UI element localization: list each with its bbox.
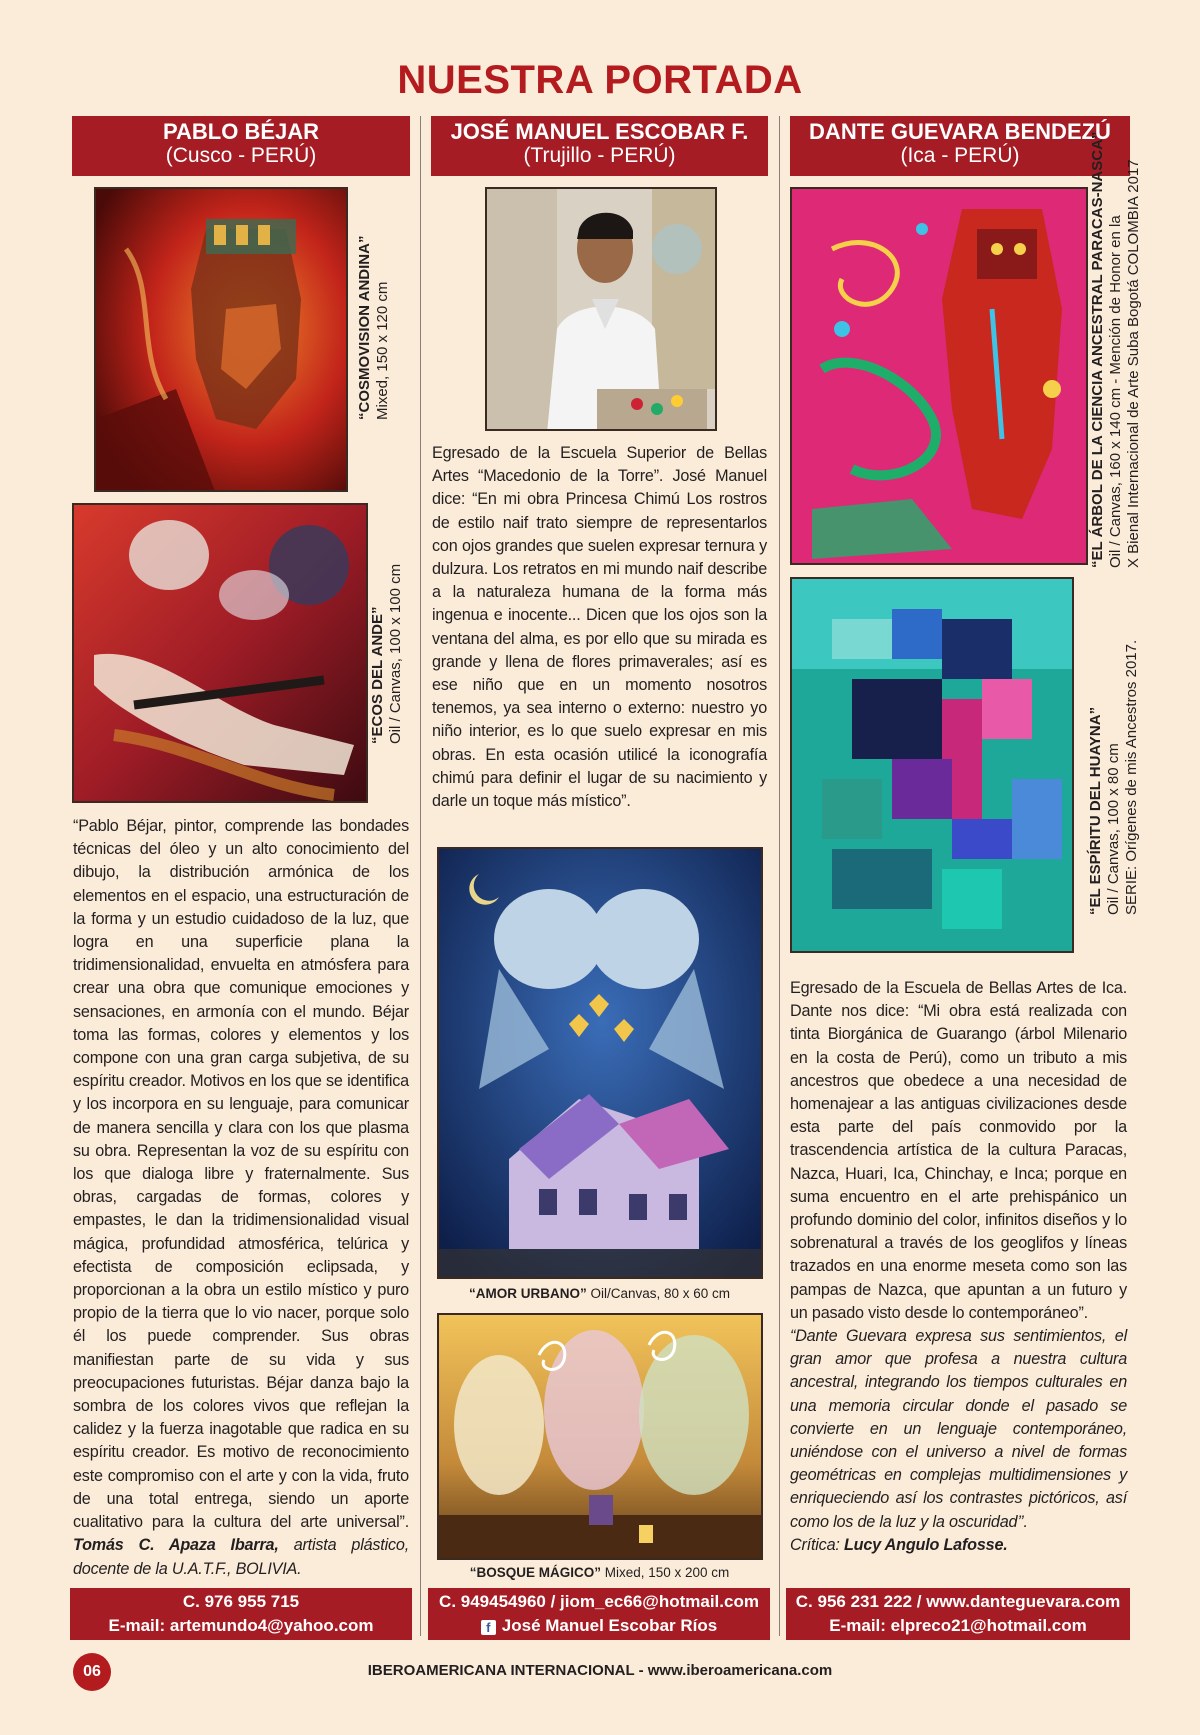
article-text-escobar: Egresado de la Escuela Superior de Bellas Artes “Macedonio de la Torre”. José Manuel dice: “En mi obra Princesa Chimú Los rostros de estilo naif trato siempre de representarlos con ojos grandes que suelen expresar ternura y dulzura. Los retratos en mi mundo naif describe a la naturaleza humana de la forma más ingenua e inocente... Dicen que los ojos son la ventana del alma, es por ello que su mirada es grande y llena de flores primaverales; así es ese niño que en un momento nosotros tenemos, ya sea interno o externo: nuestro yo niño interior, es lo que suelo expresar en mis obras. En esta ocasión utilicé la iconografía chimú para definir el lugar de su nacimiento y darle un toque más místico”. [432, 444, 767, 811]
artist-photo-escobar [485, 187, 717, 431]
painting-arbol-ciencia [790, 187, 1088, 565]
artist-column-escobar [431, 116, 768, 176]
artist-banner [431, 116, 768, 176]
artist-origin: (Trujillo - PERÚ) [523, 144, 676, 168]
artist-origin: (Ica - PERÚ) [900, 144, 1020, 168]
contact-banner-escobar [428, 1588, 770, 1640]
painting-espiritu-huayna [790, 577, 1074, 953]
facebook-icon: f [481, 1620, 496, 1635]
artist-name: PABLO BÉJAR [162, 119, 320, 144]
email-link[interactable]: E-mail: artemundo4@yahoo.com [108, 1616, 374, 1635]
article-text-bejar: “Pablo Béjar, pintor, comprende las bondades técnicas del óleo y un alto conocimiento del dibujo, la distribución armónica de los elementos en el espacio, una estructuración de la forma y un estudio cuidadoso de la luz, que logra en una superficie plana la tridimensionalidad, envuelta en atmósfera para crear una obra que comunique emociones y sensaciones, en armonía con el mundo. Béjar toma las formas, colores y elementos y los compone con una gran carga subjetiva, de su espíritu creador. Motivos en los que se identifica y los incorpora en su lenguaje, para comunicar de manera sencilla y clara con los que plasma su obra. Representan la voz de su espíritu con los que dialoga libre y fraternalmente. Sus obras, cargadas de formas, colores y empastes, le dan la tridimensionalidad visual mágica, profundidad atmosférica, telúrica y efectista de composición eclipsada, y proporcionan a la obra un estilo místico y puro propio de la tierra que lo vio nacer, porque solo él los puede comprender. Sus obras manifiestan parte de su vida y sus preocupaciones futuristas. Béjar danza bajo la sombra de los colores vivos que reflejan la calidez y la fuerza inagotable que radica en su espíritu creador. Es motivo de reconocimiento este compromiso con el arte y con la vida, fruto de una total entrega, siendo un aporte cualitativo para la cultura del arte universal”. Tomás C. Apaza Ibarra, artista plástico, docente de la U.A.T.F., BOLIVIA. [73, 817, 409, 1578]
artist-banner [790, 116, 1130, 176]
artist-name: DANTE GUEVARA BENDEZÚ [809, 119, 1111, 144]
artist-name: JOSÉ MANUEL ESCOBAR F. [450, 119, 749, 144]
phone-email[interactable]: C. 949454960 / jiom_ec66@hotmail.com [439, 1592, 759, 1611]
footer-text: IBEROAMERICANA INTERNACIONAL - www.iberoamericana.com [367, 1662, 833, 1679]
artwork-label-ecos: “ECOS DEL ANDE” Oil / Canvas, 100 x 100 cm [369, 563, 404, 744]
page-number: 06 [73, 1653, 111, 1691]
artwork-label-huayna: “EL ESPÍRITU DEL HUAYNA” Oil / Canvas, 100 x 80 cm SERIE: Orígenes de mis Ancestros 2017. [1087, 639, 1140, 915]
artwork-caption-amor-urbano: “AMOR URBANO” Oil/Canvas, 80 x 60 cm [468, 1286, 731, 1301]
painting-amor-urbano [437, 847, 763, 1279]
article-text-guevara: Egresado de la Escuela de Bellas Artes de Ica. Dante nos dice: “Mi obra está realizada con tinta Biorgánica de Guarango (árbol Milenario en la costa de Perú), como un tributo a mis ancestros que obedece a una necesidad de homenajear a las antiguas civilizaciones desde esta parte del país conmovido por la trascendencia artística de la cultura Paracas, Nazca, Huari, Ica, Chinchay, e Inca; porque en suma encuentro en el arte prehispánico un profundo dominio del color, infinitos diseños y lo sobrenatural a través de los geoglifos y líneas trazados en una enorme meseta como son las pampas de Nazca, que apuntan a un futuro y un pasado visto desde lo contemporáneo”. “Dante Guevara expresa sus sentimientos, el gran amor que profesa a nuestra cultura ancestral, integrando los tiempos culturales en una memoria circular donde el pasado se convierte en un lenguaje contemporáneo, uniéndose con el universo a nivel de formas geométricas en complejas multidimensiones y enriqueciendo así los contrastes pictóricos, así como los de la luz y la oscuridad’’. Crítica: Lucy Angulo Lafosse. [790, 979, 1127, 1554]
painting-cosmovision-andina [94, 187, 348, 492]
page-title: NUESTRA PORTADA [397, 58, 803, 102]
artwork-caption-bosque-magico: “BOSQUE MÁGICO” Mixed, 150 x 200 cm [469, 1565, 730, 1580]
artwork-label-cosmovision: “COSMOVISION ANDINA” Mixed, 150 x 120 cm [356, 235, 391, 420]
artist-column-bejar [72, 116, 410, 176]
artist-column-guevara [790, 116, 1130, 176]
phone-website[interactable]: C. 956 231 222 / www.danteguevara.com [795, 1592, 1121, 1611]
facebook-name[interactable]: José Manuel Escobar Ríos [501, 1616, 718, 1635]
artwork-label-arbol: “EL ÁRBOL DE LA CIENCIA ANCESTRAL PARACAS-NASCA” Oil / Canvas, 160 x 140 cm - Mención de Honor en la X Bienal Internacional de Arte Suba Bogotá COLOMBIA 2017 [1089, 131, 1142, 568]
column-divider [420, 116, 421, 1636]
email-link[interactable]: E-mail: elpreco21@hotmail.com [829, 1616, 1087, 1635]
artist-banner [72, 116, 410, 176]
painting-bosque-magico [437, 1313, 763, 1560]
contact-banner-bejar [70, 1588, 412, 1640]
painting-ecos-del-ande [72, 503, 368, 803]
phone-number: C. 976 955 715 [182, 1592, 300, 1611]
artist-origin: (Cusco - PERÚ) [165, 144, 317, 168]
column-divider [779, 116, 780, 1636]
contact-banner-guevara [786, 1588, 1130, 1640]
